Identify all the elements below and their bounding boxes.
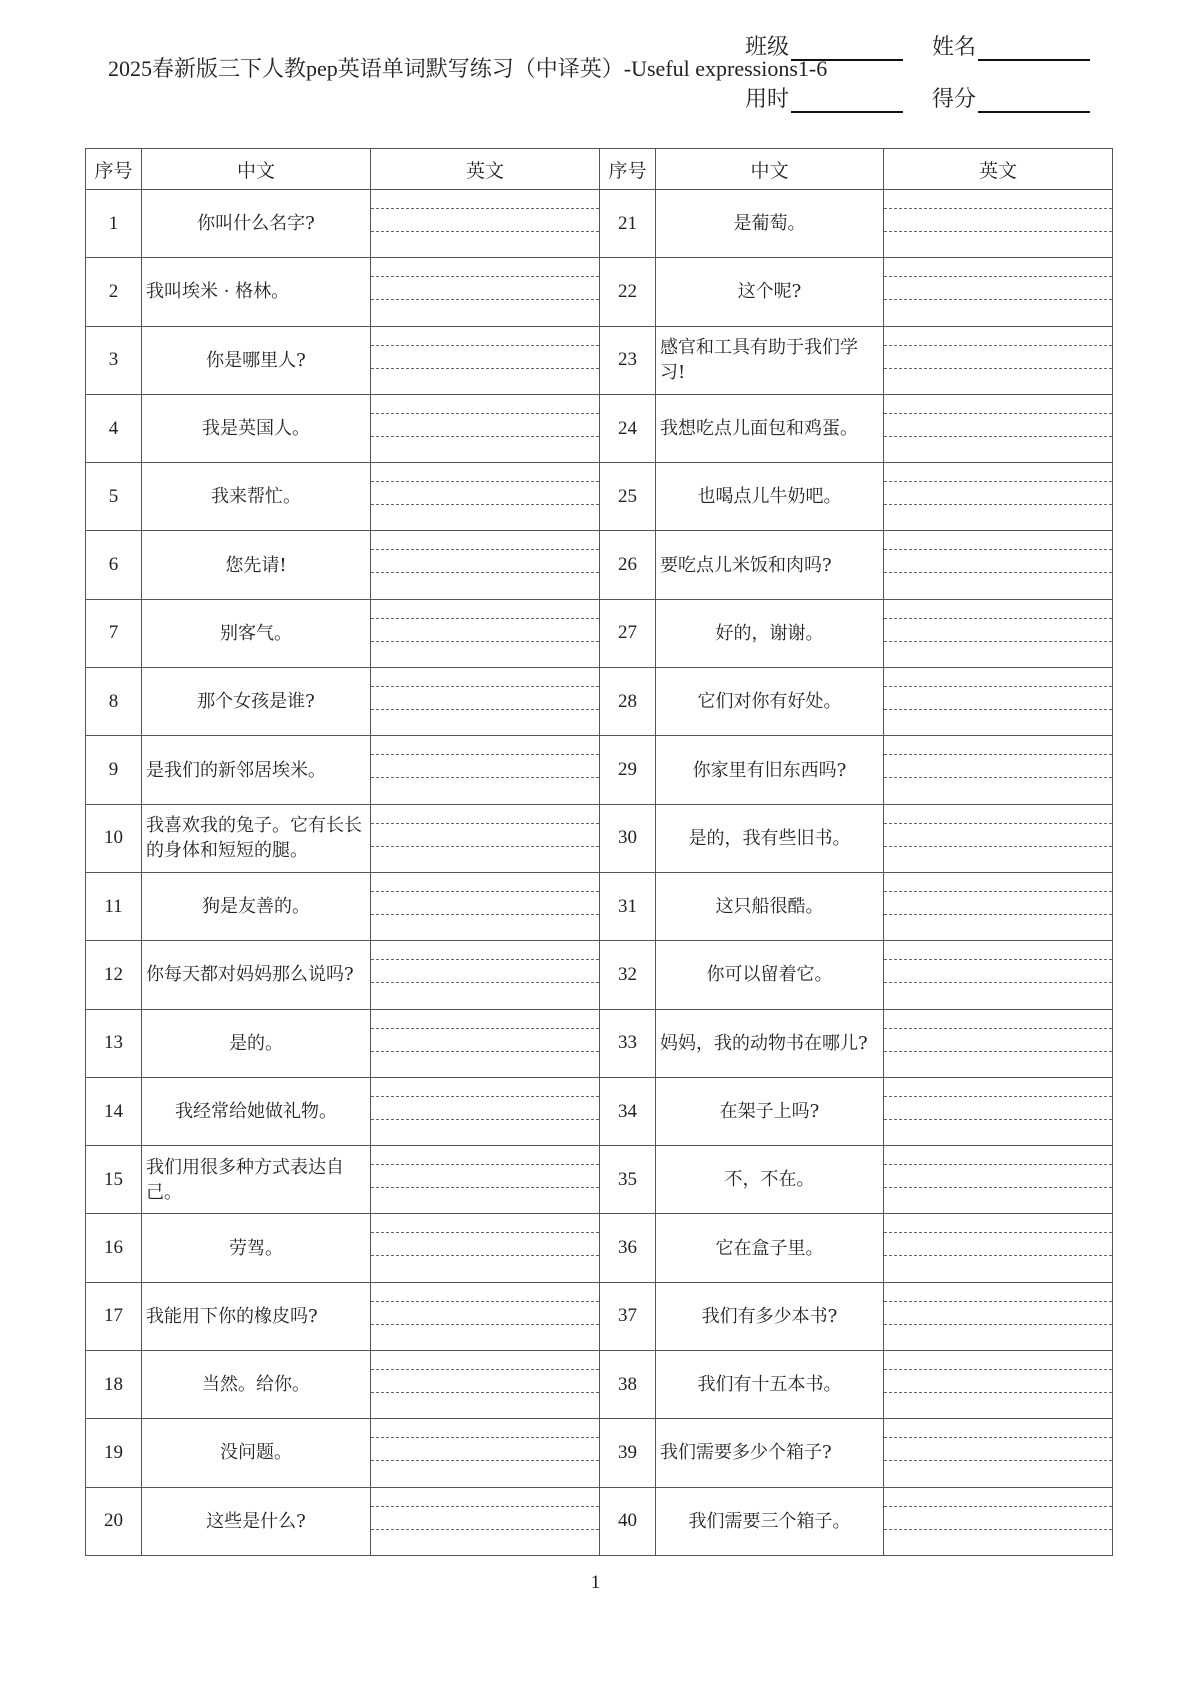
row-number: 5 xyxy=(86,463,142,531)
english-answer-field[interactable] xyxy=(884,1351,1113,1419)
table-row xyxy=(86,1282,1113,1350)
row-number: 33 xyxy=(600,1009,656,1077)
row-number: 6 xyxy=(86,531,142,599)
chinese-prompt: 是我们的新邻居埃米。 xyxy=(142,736,371,804)
header-chinese: 中文 xyxy=(142,149,371,190)
chinese-prompt: 它在盒子里。 xyxy=(656,1214,884,1282)
row-number: 11 xyxy=(86,872,142,940)
row-number: 14 xyxy=(86,1077,142,1145)
english-answer-field[interactable] xyxy=(371,258,600,326)
row-number: 22 xyxy=(600,258,656,326)
chinese-prompt: 那个女孩是谁? xyxy=(142,668,371,736)
chinese-prompt: 我们用很多种方式表达自己。 xyxy=(142,1146,371,1214)
chinese-prompt: 您先请! xyxy=(142,531,371,599)
english-answer-field[interactable] xyxy=(884,394,1113,462)
score-field[interactable] xyxy=(932,82,1090,113)
chinese-prompt: 我想吃点儿面包和鸡蛋。 xyxy=(656,394,884,462)
table-row xyxy=(86,1351,1113,1419)
chinese-prompt: 我叫埃米 · 格林。 xyxy=(142,258,371,326)
table-row xyxy=(86,872,1113,940)
english-answer-field[interactable] xyxy=(371,326,600,394)
row-number: 7 xyxy=(86,599,142,667)
name-field[interactable] xyxy=(932,30,1090,61)
score-label: 得分 xyxy=(932,87,977,112)
english-answer-field[interactable] xyxy=(884,872,1113,940)
dictation-table xyxy=(85,148,1113,1556)
table-row xyxy=(86,1009,1113,1077)
english-answer-field[interactable] xyxy=(884,258,1113,326)
row-number: 35 xyxy=(600,1146,656,1214)
chinese-prompt: 它们对你有好处。 xyxy=(656,668,884,736)
header-chinese: 中文 xyxy=(656,149,884,190)
table-row xyxy=(86,1077,1113,1145)
chinese-prompt: 我能用下你的橡皮吗? xyxy=(142,1282,371,1350)
chinese-prompt: 你可以留着它。 xyxy=(656,941,884,1009)
row-number: 40 xyxy=(600,1487,656,1555)
english-answer-field[interactable] xyxy=(371,531,600,599)
chinese-prompt: 你每天都对妈妈那么说吗? xyxy=(142,941,371,1009)
page-number: 1 xyxy=(590,1572,601,1593)
english-answer-field[interactable] xyxy=(371,1214,600,1282)
row-number: 2 xyxy=(86,258,142,326)
english-answer-field[interactable] xyxy=(371,804,600,872)
chinese-prompt: 要吃点儿米饭和肉吗? xyxy=(656,531,884,599)
english-answer-field[interactable] xyxy=(371,190,600,258)
english-answer-field[interactable] xyxy=(371,1009,600,1077)
header-english: 英文 xyxy=(371,149,600,190)
row-number: 16 xyxy=(86,1214,142,1282)
english-answer-field[interactable] xyxy=(884,1009,1113,1077)
table-row xyxy=(86,190,1113,258)
chinese-prompt: 这个呢? xyxy=(656,258,884,326)
row-number: 31 xyxy=(600,872,656,940)
english-answer-field[interactable] xyxy=(371,941,600,1009)
row-number: 3 xyxy=(86,326,142,394)
chinese-prompt: 我来帮忙。 xyxy=(142,463,371,531)
chinese-prompt: 当然。给你。 xyxy=(142,1351,371,1419)
row-number: 8 xyxy=(86,668,142,736)
row-number: 37 xyxy=(600,1282,656,1350)
chinese-prompt: 我喜欢我的兔子。它有长长的身体和短短的腿。 xyxy=(142,804,371,872)
chinese-prompt: 别客气。 xyxy=(142,599,371,667)
english-answer-field[interactable] xyxy=(371,599,600,667)
chinese-prompt: 好的，谢谢。 xyxy=(656,599,884,667)
chinese-prompt: 是的，我有些旧书。 xyxy=(656,804,884,872)
table-row xyxy=(86,1214,1113,1282)
row-number: 18 xyxy=(86,1351,142,1419)
class-blank[interactable] xyxy=(791,37,903,61)
table-row xyxy=(86,463,1113,531)
table-row xyxy=(86,1419,1113,1487)
english-answer-field[interactable] xyxy=(371,1419,600,1487)
header-english: 英文 xyxy=(884,149,1113,190)
chinese-prompt: 我们有十五本书。 xyxy=(656,1351,884,1419)
english-answer-field[interactable] xyxy=(884,1077,1113,1145)
row-number: 27 xyxy=(600,599,656,667)
table-row xyxy=(86,1487,1113,1555)
table-row xyxy=(86,1146,1113,1214)
chinese-prompt: 你叫什么名字? xyxy=(142,190,371,258)
row-number: 25 xyxy=(600,463,656,531)
score-blank[interactable] xyxy=(978,89,1090,113)
english-answer-field[interactable] xyxy=(371,1487,600,1555)
english-answer-field[interactable] xyxy=(884,1487,1113,1555)
time-field[interactable] xyxy=(745,82,903,113)
row-number: 20 xyxy=(86,1487,142,1555)
chinese-prompt: 这些是什么? xyxy=(142,1487,371,1555)
english-answer-field[interactable] xyxy=(371,1351,600,1419)
table-header xyxy=(86,149,1113,190)
english-answer-field[interactable] xyxy=(884,1214,1113,1282)
english-answer-field[interactable] xyxy=(371,668,600,736)
english-answer-field[interactable] xyxy=(884,668,1113,736)
english-answer-field[interactable] xyxy=(884,463,1113,531)
row-number: 21 xyxy=(600,190,656,258)
chinese-prompt: 没问题。 xyxy=(142,1419,371,1487)
english-answer-field[interactable] xyxy=(884,190,1113,258)
row-number: 28 xyxy=(600,668,656,736)
row-number: 17 xyxy=(86,1282,142,1350)
row-number: 29 xyxy=(600,736,656,804)
row-number: 23 xyxy=(600,326,656,394)
english-answer-field[interactable] xyxy=(371,463,600,531)
row-number: 26 xyxy=(600,531,656,599)
english-answer-field[interactable] xyxy=(371,394,600,462)
chinese-prompt: 狗是友善的。 xyxy=(142,872,371,940)
table-row xyxy=(86,941,1113,1009)
time-blank[interactable] xyxy=(791,89,903,113)
english-answer-field[interactable] xyxy=(371,872,600,940)
row-number: 34 xyxy=(600,1077,656,1145)
chinese-prompt: 我们需要多少个箱子? xyxy=(656,1419,884,1487)
row-number: 10 xyxy=(86,804,142,872)
chinese-prompt: 是的。 xyxy=(142,1009,371,1077)
chinese-prompt: 感官和工具有助于我们学习! xyxy=(656,326,884,394)
english-answer-field[interactable] xyxy=(884,1282,1113,1350)
row-number: 19 xyxy=(86,1419,142,1487)
row-number: 39 xyxy=(600,1419,656,1487)
chinese-prompt: 我是英国人。 xyxy=(142,394,371,462)
chinese-prompt: 我经常给她做礼物。 xyxy=(142,1077,371,1145)
row-number: 38 xyxy=(600,1351,656,1419)
chinese-prompt: 妈妈，我的动物书在哪儿? xyxy=(656,1009,884,1077)
chinese-prompt: 我们有多少本书? xyxy=(656,1282,884,1350)
row-number: 12 xyxy=(86,941,142,1009)
row-number: 36 xyxy=(600,1214,656,1282)
time-label: 用时 xyxy=(745,87,790,112)
table-row xyxy=(86,258,1113,326)
name-blank[interactable] xyxy=(978,37,1090,61)
table-row xyxy=(86,804,1113,872)
header-number: 序号 xyxy=(600,149,656,190)
english-answer-field[interactable] xyxy=(884,736,1113,804)
english-answer-field[interactable] xyxy=(884,599,1113,667)
name-label: 姓名 xyxy=(932,35,977,60)
table-row xyxy=(86,531,1113,599)
chinese-prompt: 是葡萄。 xyxy=(656,190,884,258)
english-answer-field[interactable] xyxy=(884,941,1113,1009)
row-number: 30 xyxy=(600,804,656,872)
row-number: 1 xyxy=(86,190,142,258)
chinese-prompt: 不，不在。 xyxy=(656,1146,884,1214)
english-answer-field[interactable] xyxy=(371,1077,600,1145)
english-answer-field[interactable] xyxy=(884,326,1113,394)
english-answer-field[interactable] xyxy=(884,1146,1113,1214)
english-answer-field[interactable] xyxy=(371,1146,600,1214)
row-number: 32 xyxy=(600,941,656,1009)
row-number: 4 xyxy=(86,394,142,462)
class-field[interactable] xyxy=(745,30,903,61)
table-row xyxy=(86,326,1113,394)
table-row xyxy=(86,394,1113,462)
chinese-prompt: 也喝点儿牛奶吧。 xyxy=(656,463,884,531)
english-answer-field[interactable] xyxy=(884,1419,1113,1487)
english-answer-field[interactable] xyxy=(884,804,1113,872)
class-label: 班级 xyxy=(745,35,790,60)
chinese-prompt: 我们需要三个箱子。 xyxy=(656,1487,884,1555)
row-number: 13 xyxy=(86,1009,142,1077)
row-number: 24 xyxy=(600,394,656,462)
english-answer-field[interactable] xyxy=(371,736,600,804)
table-row xyxy=(86,736,1113,804)
worksheet-title: 2025春新版三下人教pep英语单词默写练习（中译英）-Useful expressions1-6 xyxy=(108,56,828,81)
english-answer-field[interactable] xyxy=(371,1282,600,1350)
table-row xyxy=(86,599,1113,667)
row-number: 9 xyxy=(86,736,142,804)
row-number: 15 xyxy=(86,1146,142,1214)
chinese-prompt: 这只船很酷。 xyxy=(656,872,884,940)
chinese-prompt: 劳驾。 xyxy=(142,1214,371,1282)
table-row xyxy=(86,668,1113,736)
chinese-prompt: 在架子上吗? xyxy=(656,1077,884,1145)
chinese-prompt: 你家里有旧东西吗? xyxy=(656,736,884,804)
header-number: 序号 xyxy=(86,149,142,190)
english-answer-field[interactable] xyxy=(884,531,1113,599)
chinese-prompt: 你是哪里人? xyxy=(142,326,371,394)
